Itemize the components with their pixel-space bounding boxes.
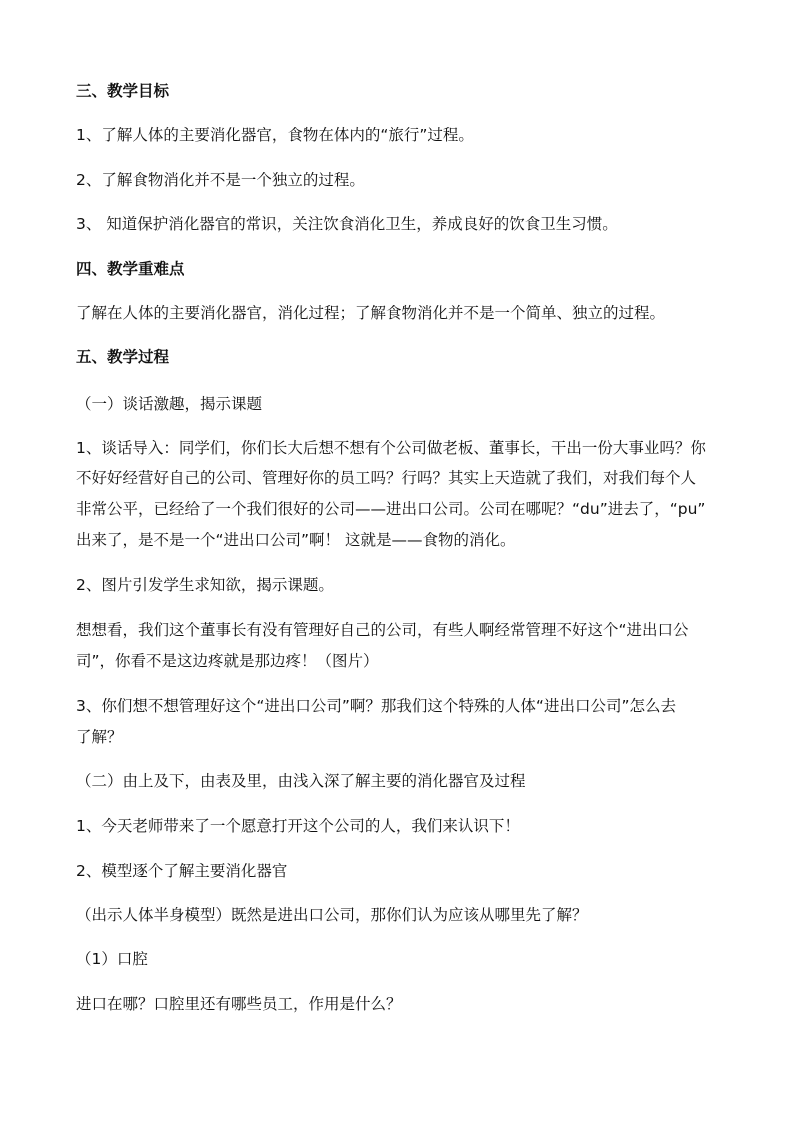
subsection-heading-1: （一）谈话激趣，揭示课题: [76, 395, 263, 413]
paragraph-intro-line-2: 不好好经营好自己的公司、管理好你的员工吗？行吗？其实上天造就了我们，对我们每个人: [76, 469, 697, 487]
paragraph-intro-line-4: 出来了，是不是一个“进出口公司”啊！ 这就是——食物的消化。: [76, 531, 516, 549]
paragraph-think-line-1: 想想看，我们这个董事长有没有管理好自己的公司，有些人啊经常管理不好这个“进出口公: [76, 621, 689, 639]
goal-item-2: 2、了解食物消化并不是一个独立的过程。: [76, 171, 365, 189]
paragraph-manage-line-2: 了解？: [76, 728, 123, 746]
paragraph-think-line-2: 司”，你看不是这边疼就是那边疼！（图片）: [76, 652, 379, 670]
paragraph-manage-line-1: 3、你们想不想管理好这个“进出口公司”啊？那我们这个特殊的人体“进出口公司”怎么去: [76, 697, 676, 715]
paragraph-show-model: （出示人体半身模型）既然是进出口公司，那你们认为应该从哪里先了解？: [76, 906, 588, 924]
subsection-heading-2: （二）由上及下，由表及里，由浅入深了解主要的消化器官及过程: [76, 772, 526, 790]
paragraph-teacher-intro: 1、今天老师带来了一个愿意打开这个公司的人，我们来认识下！: [76, 817, 520, 835]
goal-item-1: 1、了解人体的主要消化器官，食物在体内的“旅行”过程。: [76, 126, 474, 144]
key-points-text: 了解在人体的主要消化器官，消化过程；了解食物消化并不是一个简单、独立的过程。: [76, 304, 666, 322]
paragraph-intro-line-3: 非常公平，已经给了一个我们很好的公司——进出口公司。公司在哪呢？“du”进去了，“pu”: [76, 500, 706, 518]
paragraph-intro-line-1: 1、谈话导入：同学们，你们长大后想不想有个公司做老板、董事长，干出一份大事业吗？你: [76, 439, 706, 457]
paragraph-model-organs: 2、模型逐个了解主要消化器官: [76, 862, 288, 880]
paragraph-oral-question: 进口在哪？口腔里还有哪些员工，作用是什么？: [76, 995, 402, 1013]
section-heading-teaching-process: 五、教学过程: [76, 348, 170, 366]
list-item-oral-cavity: （1）口腔: [76, 950, 148, 968]
paragraph-picture: 2、图片引发学生求知欲，揭示课题。: [76, 576, 334, 594]
goal-item-3: 3、 知道保护消化器官的常识，关注饮食消化卫生，养成良好的饮食卫生习惯。: [76, 215, 618, 233]
section-heading-key-points: 四、教学重难点: [76, 260, 185, 278]
section-heading-teaching-goals: 三、教学目标: [76, 82, 170, 100]
